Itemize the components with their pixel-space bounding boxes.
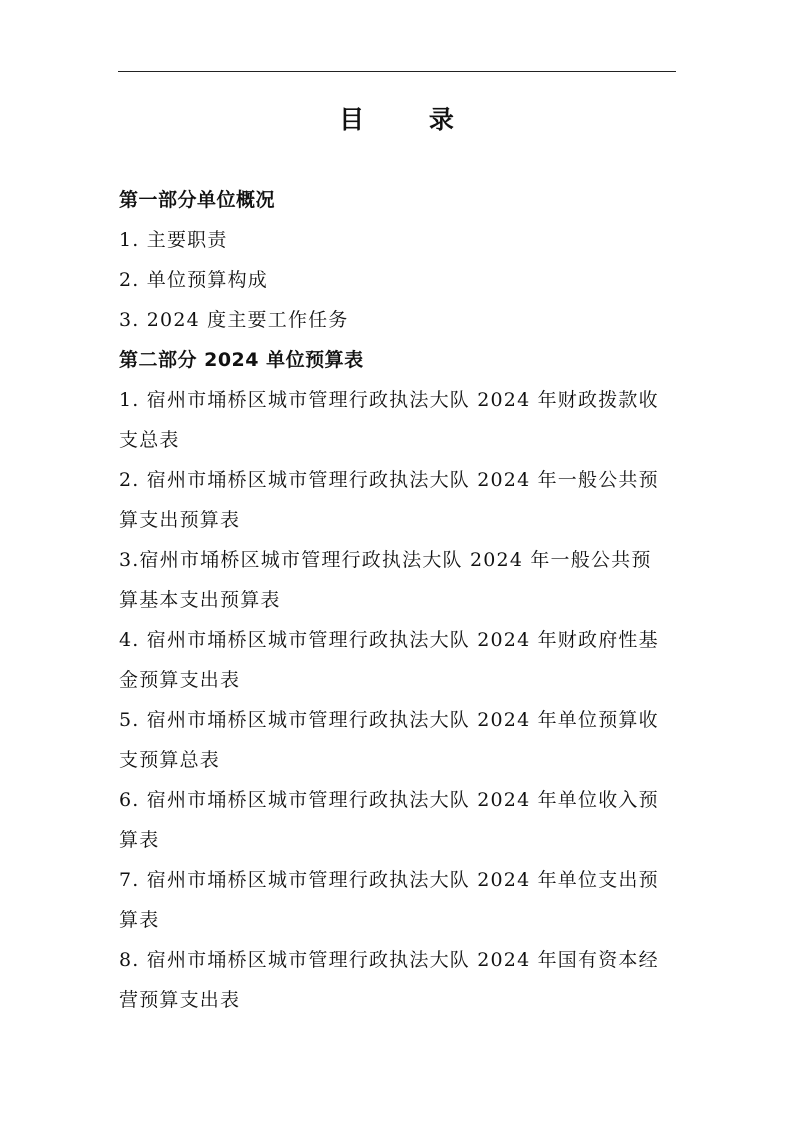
- toc-item-main-duties: 1. 主要职责: [119, 229, 228, 251]
- toc-item-main-tasks: 3. 2024 度主要工作任务: [119, 309, 349, 331]
- toc-item-budget-composition: 2. 单位预算构成: [119, 269, 268, 291]
- toc-item-table-1: 1. 宿州市埇桥区城市管理行政执法大队 2024 年财政拨款收支总表: [119, 389, 659, 451]
- toc-section-part-two: 第二部分 2024 单位预算表: [119, 349, 364, 371]
- toc-item-table-6: 6. 宿州市埇桥区城市管理行政执法大队 2024 年单位收入预算表: [119, 789, 659, 851]
- table-of-contents: [119, 180, 679, 1020]
- toc-item-table-3: 3.宿州市埇桥区城市管理行政执法大队 2024 年一般公共预算基本支出预算表: [119, 549, 652, 611]
- toc-item-table-8: 8. 宿州市埇桥区城市管理行政执法大队 2024 年国有资本经营预算支出表: [119, 949, 659, 1011]
- toc-item-table-4: 4. 宿州市埇桥区城市管理行政执法大队 2024 年财政府性基金预算支出表: [119, 629, 659, 691]
- toc-item-table-2: 2. 宿州市埇桥区城市管理行政执法大队 2024 年一般公共预算支出预算表: [119, 469, 659, 531]
- toc-section-part-one: 第一部分单位概况: [119, 189, 276, 211]
- toc-item-table-7: 7. 宿州市埇桥区城市管理行政执法大队 2024 年单位支出预算表: [119, 869, 659, 931]
- header-rule: [118, 71, 676, 72]
- toc-item-table-5: 5. 宿州市埇桥区城市管理行政执法大队 2024 年单位预算收支预算总表: [119, 709, 659, 771]
- toc-title: 目 录: [339, 105, 482, 134]
